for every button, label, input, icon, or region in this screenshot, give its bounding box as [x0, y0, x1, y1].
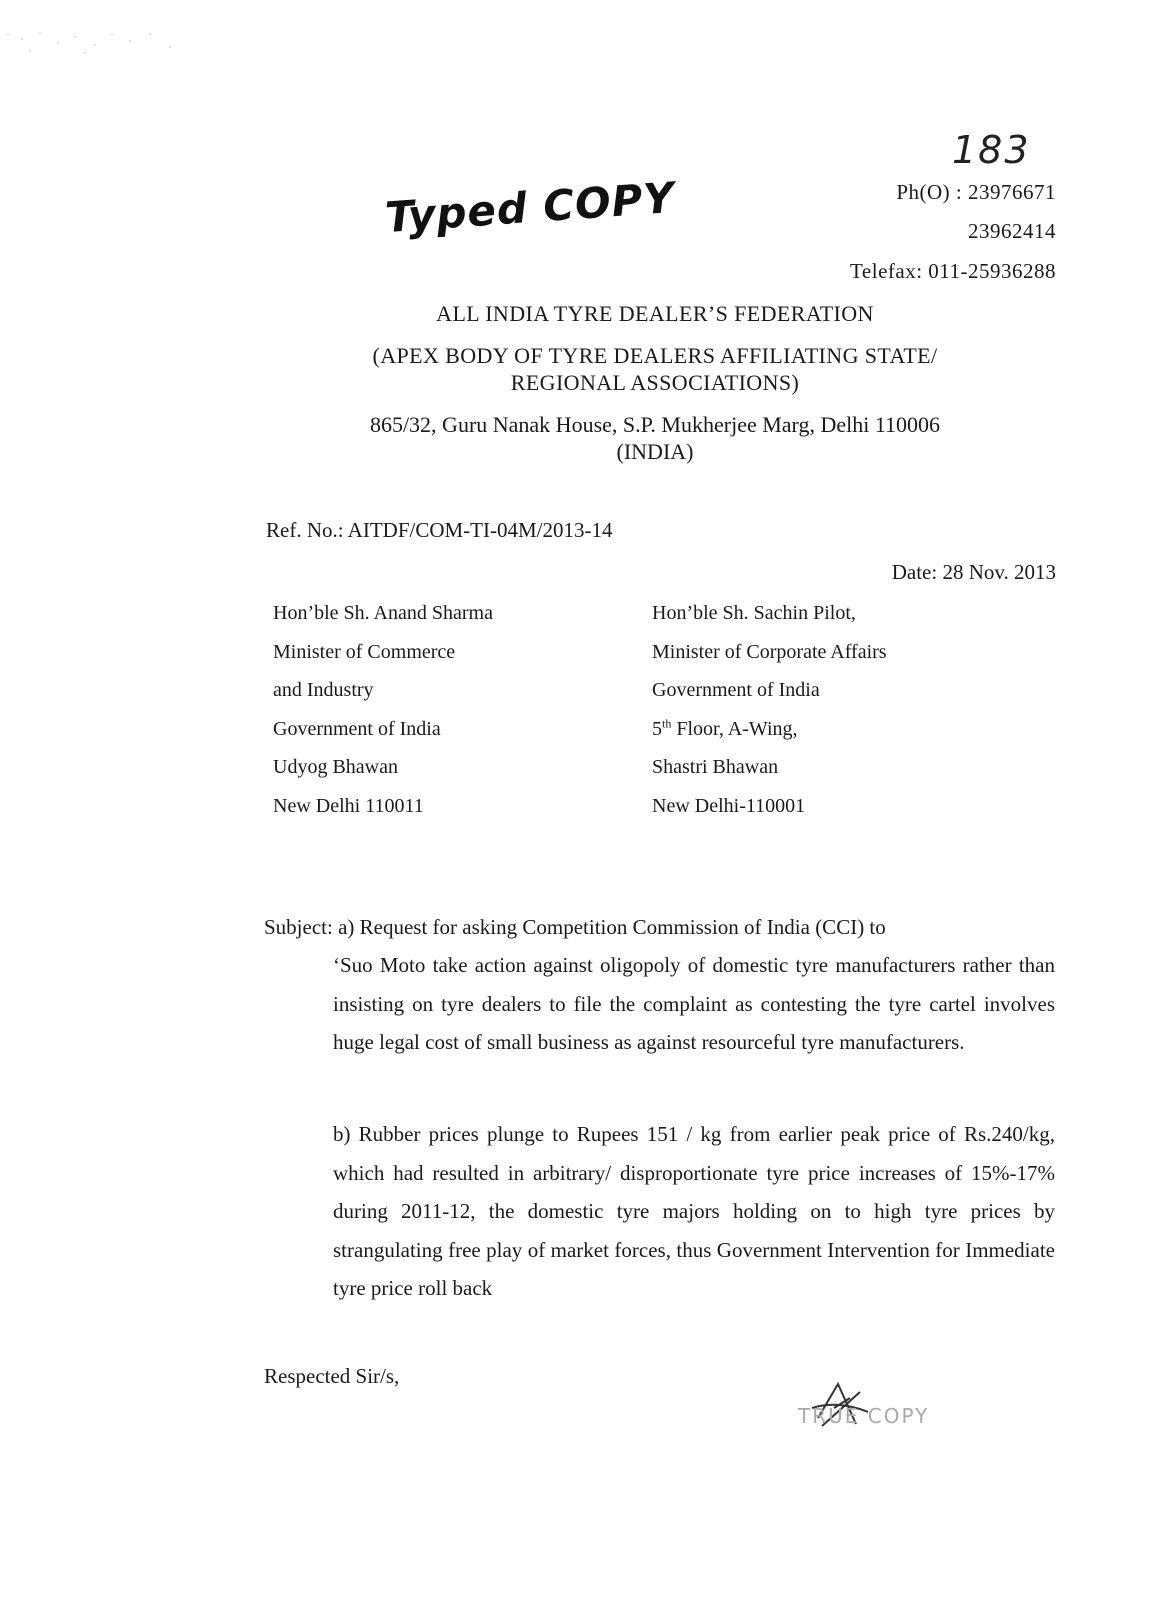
organization-description [260, 342, 1050, 396]
recipient-right-floor-line [652, 710, 887, 749]
phone-office: Ph(O) : 23976671 [896, 180, 1056, 204]
floor-number: 5 [652, 717, 662, 740]
address-line-2: (INDIA) [616, 439, 694, 464]
letter-date: Date: 28 Nov. 2013 [891, 560, 1056, 584]
handwritten-typed-copy-note: Typed COPY [383, 172, 677, 243]
recipient-left-line: Government of India [273, 717, 441, 740]
org-desc-line-2: REGIONAL ASSOCIATIONS) [510, 370, 800, 395]
org-desc-line-1: (APEX BODY OF TYRE DEALERS AFFILIATING STATE/ [372, 343, 938, 368]
salutation: Respected Sir/s, [264, 1364, 400, 1388]
stamp-label: TRUE COPY [798, 1404, 930, 1428]
subject-heading: Subject: a) Request for asking Competition Commission of India (CCI) to [264, 915, 886, 939]
address-line-1: 865/32, Guru Nanak House, S.P. Mukherjee Marg, Delhi 110006 [369, 412, 941, 437]
recipient-left-line: Hon’ble Sh. Anand Sharma [273, 602, 493, 624]
organization-address [260, 411, 1050, 465]
floor-rest: Floor, A-Wing, [671, 717, 798, 740]
subject-point-a: ‘Suo Moto take action against oligopoly of domestic tyre manufacturers rather than insisting on tyre dealers to file the complaint as contesting the tyre cartel involves huge legal cost of small business as against resourceful tyre manufacturers. [333, 953, 1055, 1054]
recipient-left-line: Minister of Commerce [273, 640, 456, 663]
telefax: Telefax: 011-25936288 [850, 259, 1056, 283]
organization-name: ALL INDIA TYRE DEALER’S FEDERATION [436, 301, 874, 326]
handwritten-page-number: 183 [952, 128, 1031, 172]
recipient-right-line: New Delhi-110001 [652, 794, 806, 817]
true-copy-stamp [798, 1378, 930, 1443]
recipient-right-line: Minister of Corporate Affairs [652, 640, 887, 663]
subject-point-b: b) Rubber prices plunge to Rupees 151 / kg from earlier peak price of Rs.240/kg, which had resulted in arbitrary/ disproportionate tyre price increases of 15%-17% during 2011-12, the domestic tyre majors holding on to high tyre prices by strangulating free play of market forces, thus Government Intervention for Immediate tyre price roll back [333, 1122, 1055, 1300]
recipient-right-line: Shastri Bhawan [652, 756, 779, 778]
reference-number: Ref. No.: AITDF/COM-TI-04M/2013-14 [266, 518, 613, 542]
floor-ordinal-suffix: th [662, 715, 672, 730]
scan-speckle [0, 25, 200, 65]
recipient-left-line: New Delhi 110011 [273, 794, 424, 817]
recipient-right-line: Hon’ble Sh. Sachin Pilot, [652, 602, 856, 624]
recipient-left-line: Udyog Bhawan [273, 756, 398, 778]
recipient-left-address [273, 594, 493, 825]
phone-alt: 23962414 [968, 219, 1056, 243]
recipient-right-line: Government of India [652, 679, 820, 701]
recipient-left-line: and Industry [273, 679, 374, 701]
recipient-right-address [652, 594, 887, 825]
